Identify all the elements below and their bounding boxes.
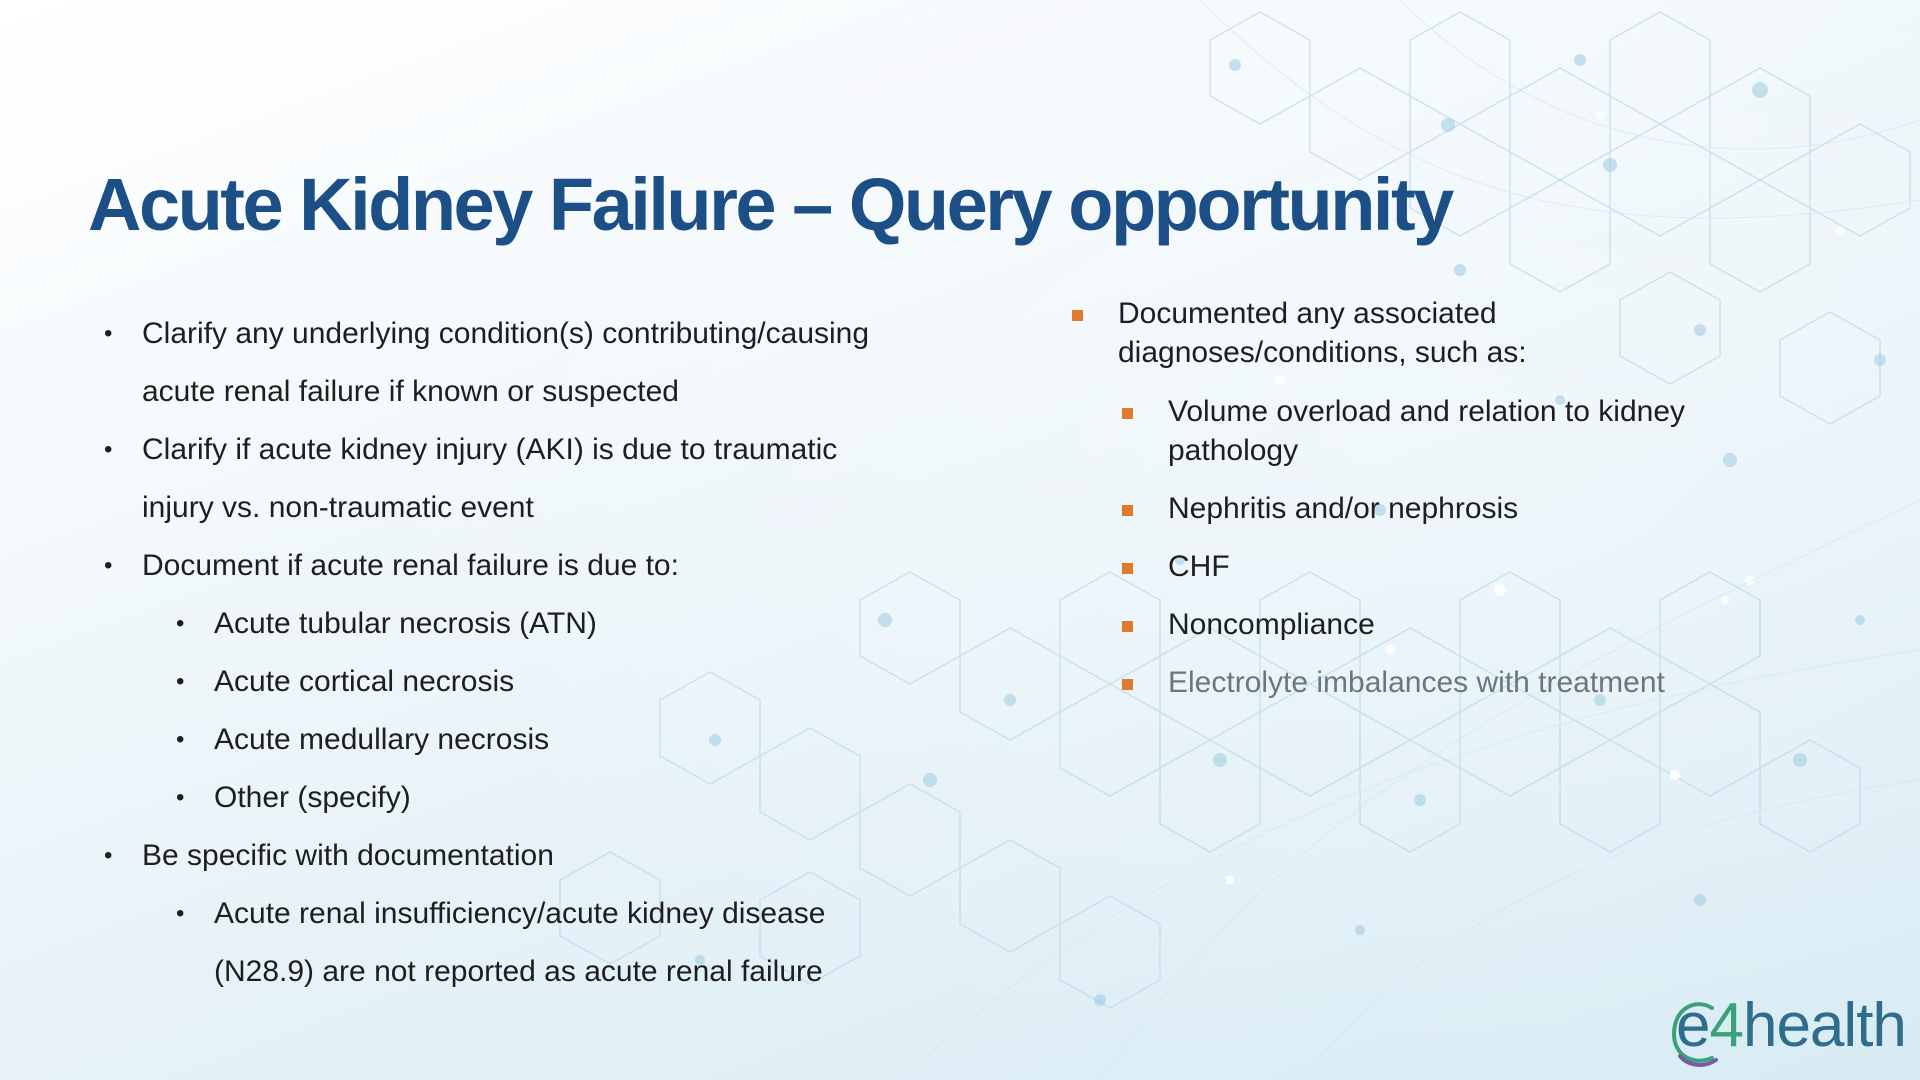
sub-list-item — [104, 769, 984, 827]
sub-list-item-line: CHF — [1168, 550, 1230, 583]
list-item — [104, 827, 984, 885]
sub-list-item — [104, 711, 984, 769]
list-item — [104, 421, 984, 537]
bullet-dot-icon: • — [104, 552, 113, 579]
right-bullet-column — [1068, 294, 1788, 721]
sub-list-item — [1118, 663, 1788, 702]
bullet-dot-icon: • — [176, 726, 185, 753]
sub-list-item-text: Acute medullary necrosis — [214, 723, 550, 756]
bullet-dot-icon: • — [176, 610, 185, 637]
sub-list-item-line: pathology — [1168, 434, 1299, 467]
sub-list-item-line: Electrolyte imbalances with treatment — [1168, 666, 1665, 699]
sub-list-item — [104, 595, 984, 653]
orange-square-bullet-icon — [1072, 310, 1083, 321]
list-item-line: injury vs. non-traumatic event — [142, 491, 534, 524]
list-item-line: diagnoses/conditions, such as: — [1118, 336, 1527, 369]
list-item-line: Clarify if acute kidney injury (AKI) is due to traumatic — [142, 433, 838, 466]
list-item — [104, 537, 984, 595]
sub-list-item-text: Acute tubular necrosis (ATN) — [214, 607, 597, 640]
orange-square-bullet-icon — [1122, 621, 1133, 632]
logo-word-health: health — [1742, 991, 1906, 1060]
orange-square-bullet-icon — [1122, 505, 1133, 516]
bullet-dot-icon: • — [176, 668, 185, 695]
orange-square-bullet-icon — [1122, 563, 1133, 574]
list-item-line: Clarify any underlying condition(s) contributing/causing — [142, 317, 870, 350]
right-bullet-list — [1068, 294, 1788, 702]
left-bullet-list-continued — [104, 827, 984, 1001]
sub-list-item-line: Nephritis and/or nephrosis — [1168, 492, 1519, 525]
e4health-logo — [1668, 990, 1906, 1070]
logo-digit-4: 4 — [1709, 991, 1743, 1060]
sub-list-item — [1118, 489, 1788, 528]
left-sub-list — [104, 595, 984, 827]
left-bullet-column — [104, 305, 984, 1001]
bullet-dot-icon: • — [104, 436, 113, 463]
sub-list-item-line: Noncompliance — [1168, 608, 1375, 641]
right-sub-list — [1118, 392, 1788, 702]
list-item-line: Documented any associated — [1118, 297, 1497, 330]
sub-list-item-line: (N28.9) are not reported as acute renal failure — [214, 955, 823, 988]
sub-list-item — [1118, 605, 1788, 644]
bullet-dot-icon: • — [176, 784, 185, 811]
sub-list-item-line: Volume overload and relation to kidney — [1168, 395, 1686, 428]
sub-list-item-line: Acute renal insufficiency/acute kidney disease — [214, 897, 826, 930]
logo-letter-e: e — [1676, 991, 1710, 1060]
list-item — [1068, 294, 1788, 702]
sub-list-item — [1118, 392, 1788, 470]
list-item — [104, 305, 984, 421]
bullet-dot-icon: • — [104, 320, 113, 347]
sub-list-item-text: Other (specify) — [214, 781, 411, 814]
slide-title: Acute Kidney Failure – Query opportunity — [88, 163, 1452, 246]
left-bullet-list — [104, 305, 984, 595]
orange-square-bullet-icon — [1122, 408, 1133, 419]
bullet-dot-icon: • — [104, 842, 113, 869]
logo-wordmark — [1676, 990, 1906, 1061]
list-item-line: Be specific with documentation — [142, 839, 554, 872]
sub-list-item-text: Acute cortical necrosis — [214, 665, 515, 698]
sub-list-item — [104, 885, 984, 1001]
list-item-line: acute renal failure if known or suspected — [142, 375, 679, 408]
list-item-line: Document if acute renal failure is due to: — [142, 549, 679, 582]
bullet-dot-icon: • — [176, 900, 185, 927]
sub-list-item — [1118, 547, 1788, 586]
orange-square-bullet-icon — [1122, 679, 1133, 690]
sub-list-item — [104, 653, 984, 711]
